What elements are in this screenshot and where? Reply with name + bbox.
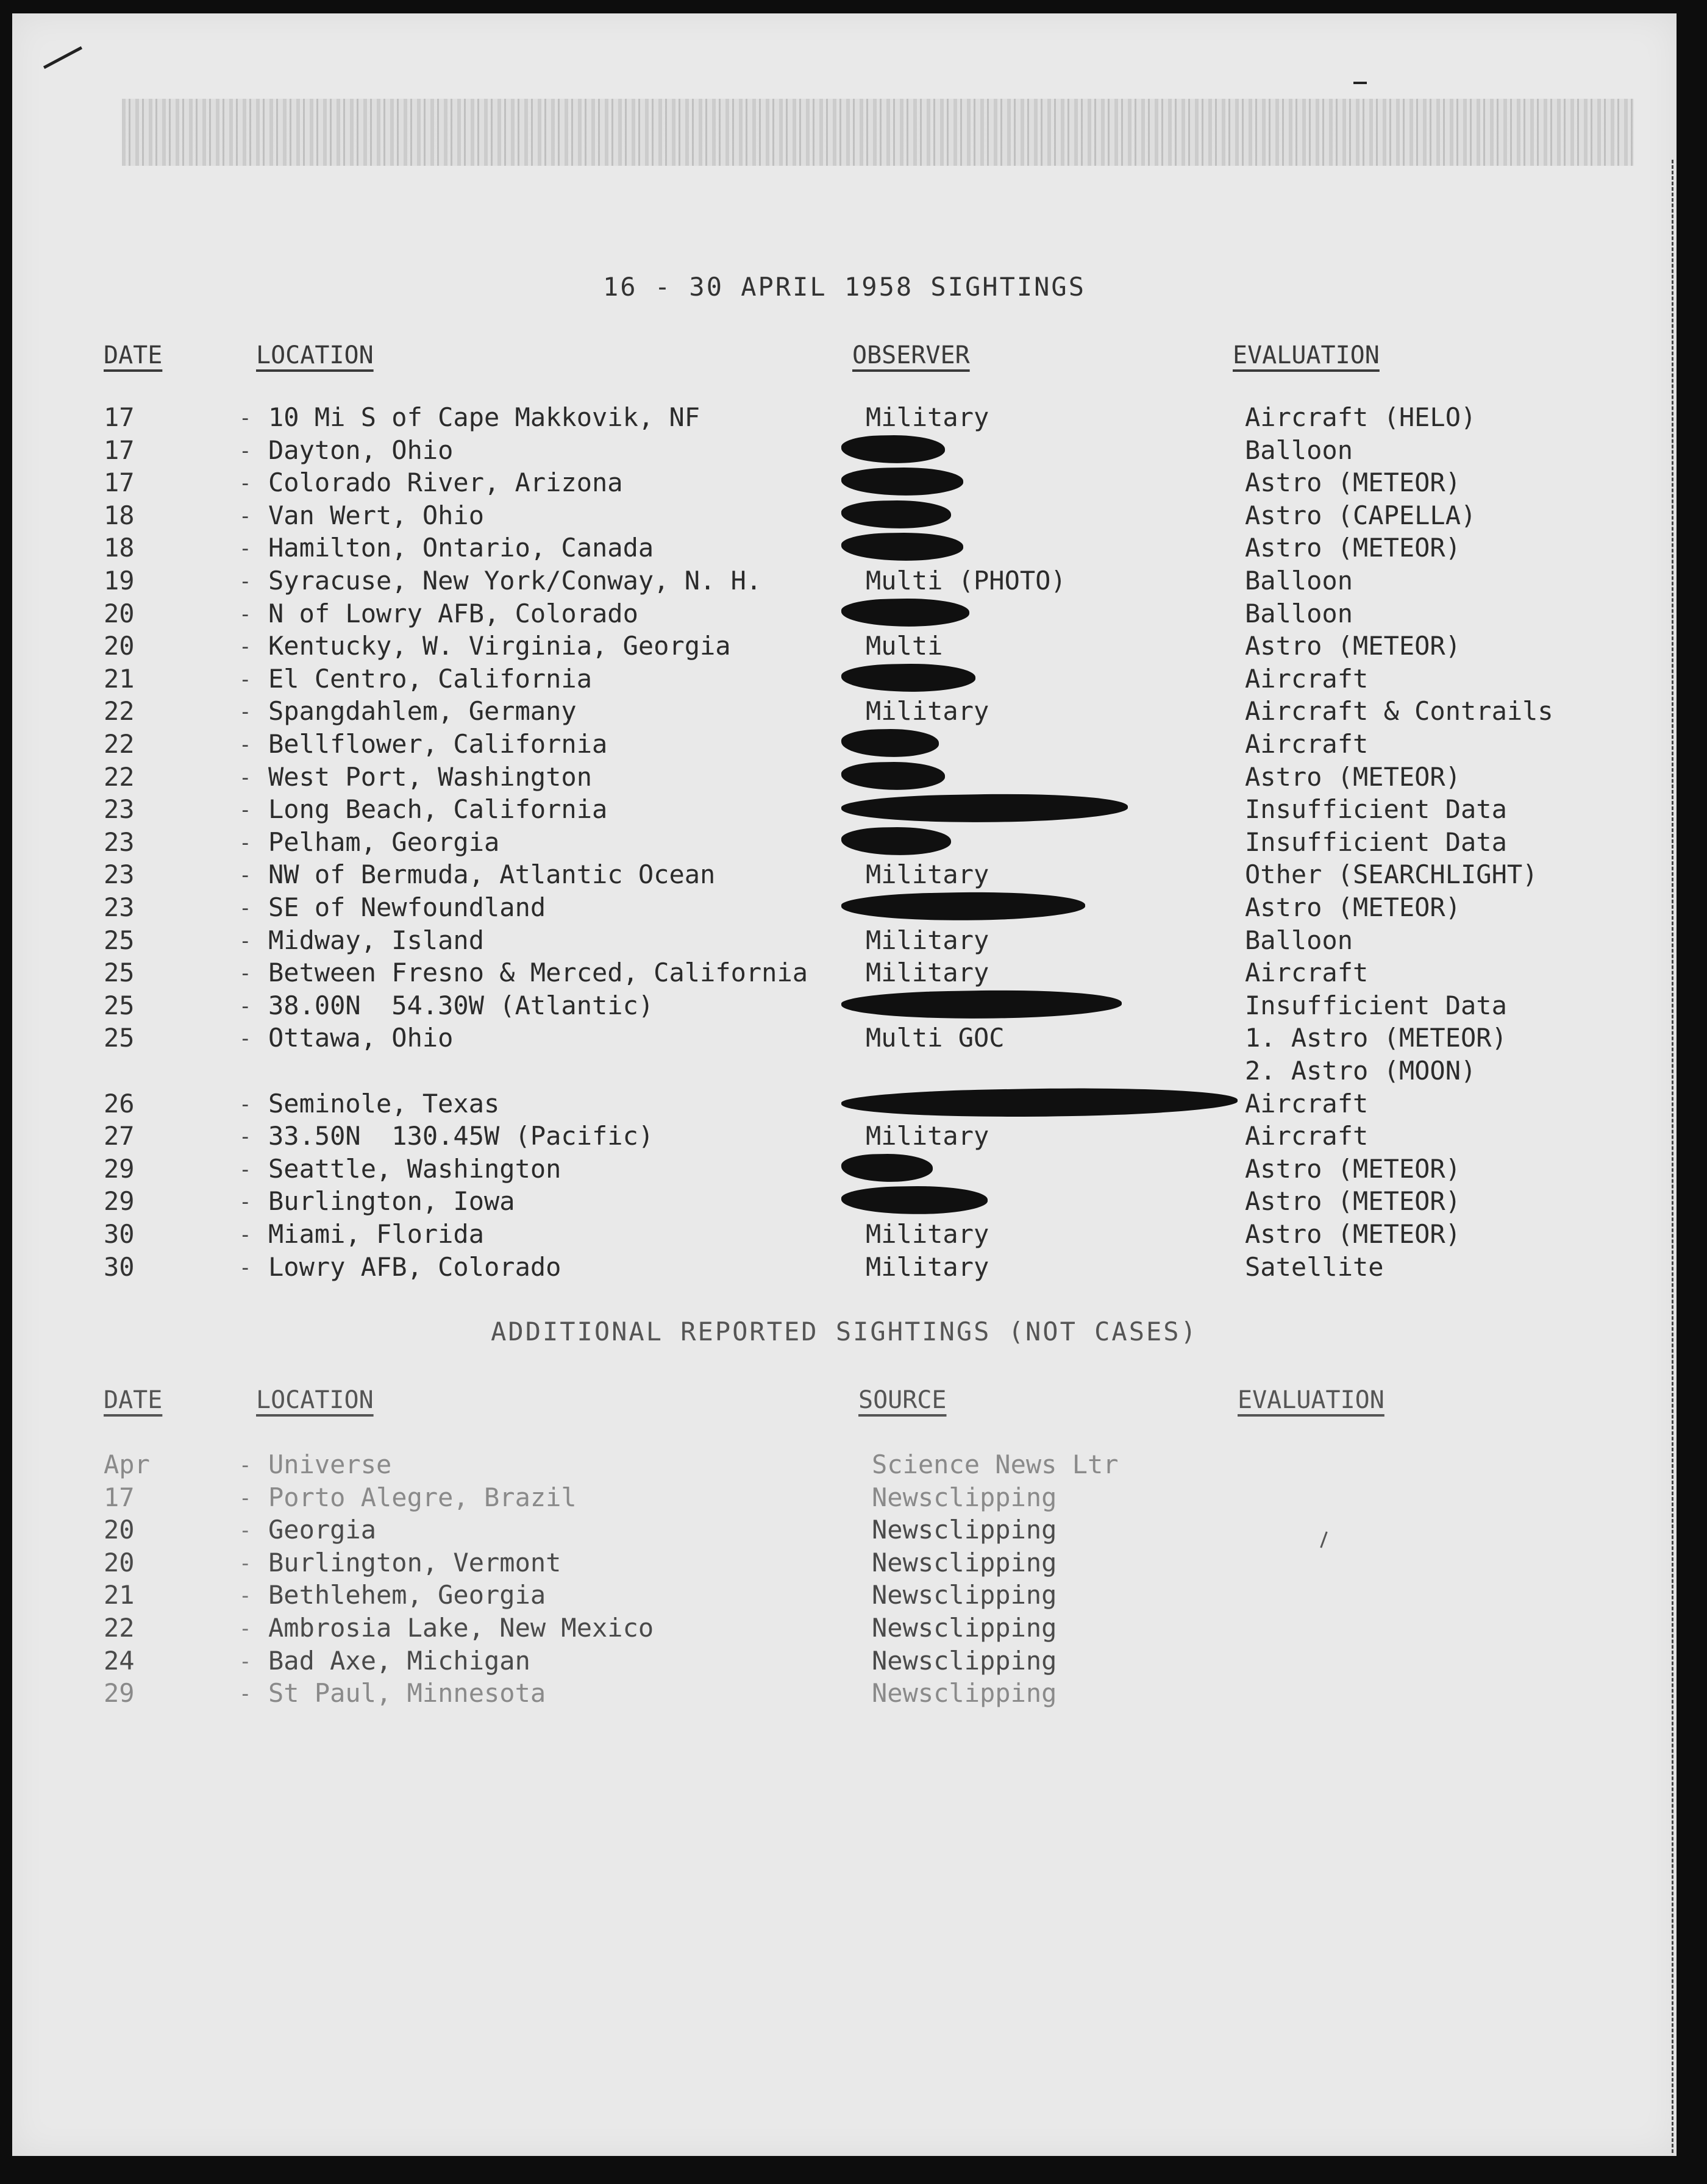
row-date: 20 — [104, 1547, 135, 1578]
row-date: 23 — [104, 794, 135, 825]
header-evaluation-additional: EVALUATION — [1238, 1386, 1384, 1414]
redaction-mark — [841, 1185, 988, 1215]
row-tick-mark: - — [239, 1092, 252, 1117]
header-location: LOCATION — [256, 341, 374, 369]
redaction-mark — [841, 891, 1086, 923]
row-tick-mark: - — [239, 994, 252, 1019]
row-location: Colorado River, Arizona — [268, 468, 623, 498]
row-date: 25 — [104, 925, 135, 955]
row-location: 10 Mi S of Cape Makkovik, NF — [268, 402, 700, 432]
row-location: El Centro, California — [268, 663, 593, 694]
row-source: Newsclipping — [872, 1613, 1057, 1643]
row-location: Bellflower, California — [268, 729, 608, 759]
header-location-additional: LOCATION — [256, 1386, 374, 1414]
row-observer: Military — [866, 1251, 989, 1282]
smudged-header-text — [122, 99, 1634, 166]
row-observer: Military — [866, 402, 989, 432]
row-observer: Multi (PHOTO) — [866, 566, 1066, 596]
redaction-mark — [841, 532, 964, 562]
row-date: 22 — [104, 729, 135, 759]
redaction-mark — [841, 466, 964, 496]
row-evaluation: Insufficient Data — [1245, 827, 1507, 857]
row-tick-mark: - — [239, 1551, 252, 1576]
row-evaluation: Balloon — [1245, 435, 1353, 465]
row-date: 18 — [104, 500, 135, 530]
row-tick-mark: - — [239, 896, 252, 920]
row-date: 25 — [104, 990, 135, 1020]
row-observer: Military — [866, 925, 989, 955]
right-border-line — [1672, 160, 1675, 2153]
row-date: 17 — [104, 1482, 135, 1512]
row-date: 23 — [104, 892, 135, 922]
row-tick-mark: - — [239, 635, 252, 660]
redaction-mark — [841, 499, 952, 529]
redaction-mark — [841, 988, 1122, 1021]
row-tick-mark: - — [239, 503, 252, 528]
row-location: Hamilton, Ontario, Canada — [268, 533, 654, 563]
row-tick-mark: - — [239, 1649, 252, 1674]
row-tick-mark: - — [239, 1255, 252, 1280]
row-tick-mark: - — [239, 1026, 252, 1051]
document-page — [12, 13, 1677, 2156]
row-evaluation: 2. Astro (MOON) — [1245, 1056, 1477, 1086]
row-evaluation: Astro (METEOR) — [1245, 631, 1461, 661]
page-title: 16 - 30 APRIL 1958 SIGHTINGS — [602, 272, 1086, 302]
row-location: St Paul, Minnesota — [268, 1678, 546, 1709]
row-location: Dayton, Ohio — [268, 435, 454, 465]
row-date: 29 — [104, 1678, 135, 1709]
row-evaluation: Aircraft — [1245, 729, 1369, 759]
row-source: Science News Ltr — [872, 1449, 1119, 1479]
row-source: Newsclipping — [872, 1645, 1057, 1676]
row-tick-mark: - — [239, 1190, 252, 1215]
redaction-mark — [841, 826, 952, 856]
corner-mark — [1353, 82, 1367, 84]
header-evaluation: EVALUATION — [1233, 341, 1380, 369]
row-location: NW of Bermuda, Atlantic Ocean — [268, 859, 716, 890]
row-tick-mark: - — [239, 471, 252, 496]
row-evaluation: Aircraft & Contrails — [1245, 696, 1553, 727]
row-observer: Multi GOC — [866, 1023, 1005, 1053]
row-observer: Military — [866, 958, 989, 988]
redaction-mark — [841, 663, 976, 693]
redaction-mark — [841, 434, 946, 464]
redaction-mark — [841, 792, 1128, 825]
row-date: 26 — [104, 1088, 135, 1119]
row-location: Lowry AFB, Colorado — [268, 1251, 561, 1282]
row-tick-mark: - — [239, 1617, 252, 1641]
row-location: Seminole, Texas — [268, 1088, 500, 1119]
row-location: 33.50N 130.45W (Pacific) — [268, 1121, 654, 1151]
corner-mark — [43, 46, 82, 69]
row-tick-mark: - — [239, 569, 252, 594]
redaction-mark — [841, 597, 970, 628]
row-tick-mark: - — [239, 406, 252, 430]
row-source: Newsclipping — [872, 1678, 1057, 1709]
row-location: Porto Alegre, Brazil — [268, 1482, 577, 1512]
row-source: Newsclipping — [872, 1580, 1057, 1610]
row-location: Ottawa, Ohio — [268, 1023, 454, 1053]
row-location: Midway, Island — [268, 925, 485, 955]
row-date: 20 — [104, 1515, 135, 1545]
pen-mark — [1320, 1531, 1327, 1548]
row-tick-mark: - — [239, 863, 252, 888]
row-evaluation: Other (SEARCHLIGHT) — [1245, 859, 1538, 890]
row-date: 22 — [104, 761, 135, 792]
row-date: 20 — [104, 598, 135, 628]
row-location: Georgia — [268, 1515, 377, 1545]
row-location: Burlington, Iowa — [268, 1186, 515, 1217]
row-tick-mark: - — [239, 1125, 252, 1150]
row-date: 20 — [104, 631, 135, 661]
row-location: Bad Axe, Michigan — [268, 1645, 530, 1676]
row-date: 30 — [104, 1219, 135, 1249]
row-location: Ambrosia Lake, New Mexico — [268, 1613, 654, 1643]
row-tick-mark: - — [239, 1157, 252, 1182]
row-evaluation: Astro (METEOR) — [1245, 761, 1461, 792]
row-evaluation: Astro (METEOR) — [1245, 468, 1461, 498]
row-date: 25 — [104, 958, 135, 988]
row-date: 19 — [104, 566, 135, 596]
row-date: 30 — [104, 1251, 135, 1282]
row-date: 17 — [104, 402, 135, 432]
row-evaluation: Insufficient Data — [1245, 794, 1507, 825]
row-location: West Port, Washington — [268, 761, 593, 792]
row-tick-mark: - — [239, 1584, 252, 1609]
row-location: Miami, Florida — [268, 1219, 485, 1249]
row-tick-mark: - — [239, 536, 252, 561]
row-tick-mark: - — [239, 667, 252, 692]
row-tick-mark: - — [239, 733, 252, 757]
header-source: SOURCE — [858, 1386, 947, 1414]
row-tick-mark: - — [239, 798, 252, 823]
redaction-mark — [841, 1085, 1238, 1120]
row-location: Kentucky, W. Virginia, Georgia — [268, 631, 731, 661]
row-tick-mark: - — [239, 928, 252, 953]
row-location: Long Beach, California — [268, 794, 608, 825]
redaction-mark — [841, 1153, 933, 1183]
row-date: 27 — [104, 1121, 135, 1151]
row-date: Apr — [104, 1449, 150, 1479]
row-location: Between Fresno & Merced, California — [268, 958, 808, 988]
row-tick-mark: - — [239, 1682, 252, 1707]
row-evaluation: Balloon — [1245, 925, 1353, 955]
row-evaluation: Balloon — [1245, 598, 1353, 628]
row-evaluation: Astro (METEOR) — [1245, 1153, 1461, 1184]
row-date: 22 — [104, 1613, 135, 1643]
header-date: DATE — [104, 341, 163, 369]
row-evaluation: Balloon — [1245, 566, 1353, 596]
row-evaluation: Aircraft — [1245, 958, 1369, 988]
row-location: Universe — [268, 1449, 392, 1479]
row-evaluation: 1. Astro (METEOR) — [1245, 1023, 1507, 1053]
row-evaluation: Astro (CAPELLA) — [1245, 500, 1477, 530]
row-location: Spangdahlem, Germany — [268, 696, 577, 727]
row-date: 17 — [104, 468, 135, 498]
row-source: Newsclipping — [872, 1482, 1057, 1512]
row-evaluation: Astro (METEOR) — [1245, 533, 1461, 563]
row-date: 29 — [104, 1186, 135, 1217]
row-tick-mark: - — [239, 602, 252, 627]
row-location: SE of Newfoundland — [268, 892, 546, 922]
redaction-mark — [841, 728, 939, 758]
row-location: Bethlehem, Georgia — [268, 1580, 546, 1610]
row-tick-mark: - — [239, 700, 252, 725]
additional-sightings-title: ADDITIONAL REPORTED SIGHTINGS (NOT CASES) — [491, 1317, 1198, 1346]
row-tick-mark: - — [239, 1518, 252, 1543]
row-tick-mark: - — [239, 1223, 252, 1247]
row-evaluation: Astro (METEOR) — [1245, 1186, 1461, 1217]
row-date: 21 — [104, 663, 135, 694]
row-date: 29 — [104, 1153, 135, 1184]
row-observer: Military — [866, 696, 989, 727]
row-tick-mark: - — [239, 765, 252, 790]
row-location: Seattle, Washington — [268, 1153, 561, 1184]
row-date: 21 — [104, 1580, 135, 1610]
row-observer: Military — [866, 859, 989, 890]
row-tick-mark: - — [239, 961, 252, 986]
row-date: 22 — [104, 696, 135, 727]
row-date: 24 — [104, 1645, 135, 1676]
row-tick-mark: - — [239, 830, 252, 855]
row-evaluation: Satellite — [1245, 1251, 1384, 1282]
row-observer: Military — [866, 1121, 989, 1151]
row-location: Syracuse, New York/Conway, N. H. — [268, 566, 762, 596]
row-location: 38.00N 54.30W (Atlantic) — [268, 990, 654, 1020]
redaction-mark — [841, 761, 946, 791]
row-date: 23 — [104, 827, 135, 857]
row-source: Newsclipping — [872, 1547, 1057, 1578]
row-tick-mark: - — [239, 438, 252, 463]
row-evaluation: Aircraft — [1245, 1121, 1369, 1151]
row-observer: Multi — [866, 631, 943, 661]
row-source: Newsclipping — [872, 1515, 1057, 1545]
row-location: Pelham, Georgia — [268, 827, 500, 857]
header-observer: OBSERVER — [852, 341, 970, 369]
row-date: 17 — [104, 435, 135, 465]
row-tick-mark: - — [239, 1485, 252, 1510]
row-evaluation: Astro (METEOR) — [1245, 1219, 1461, 1249]
row-evaluation: Aircraft (HELO) — [1245, 402, 1477, 432]
row-location: N of Lowry AFB, Colorado — [268, 598, 638, 628]
row-date: 25 — [104, 1023, 135, 1053]
row-location: Van Wert, Ohio — [268, 500, 485, 530]
row-evaluation: Astro (METEOR) — [1245, 892, 1461, 922]
header-date-additional: DATE — [104, 1386, 163, 1414]
row-evaluation: Aircraft — [1245, 1088, 1369, 1119]
row-date: 23 — [104, 859, 135, 890]
row-tick-mark: - — [239, 1453, 252, 1478]
row-evaluation: Insufficient Data — [1245, 990, 1507, 1020]
row-location: Burlington, Vermont — [268, 1547, 561, 1578]
row-date: 18 — [104, 533, 135, 563]
row-evaluation: Aircraft — [1245, 663, 1369, 694]
row-observer: Military — [866, 1219, 989, 1249]
